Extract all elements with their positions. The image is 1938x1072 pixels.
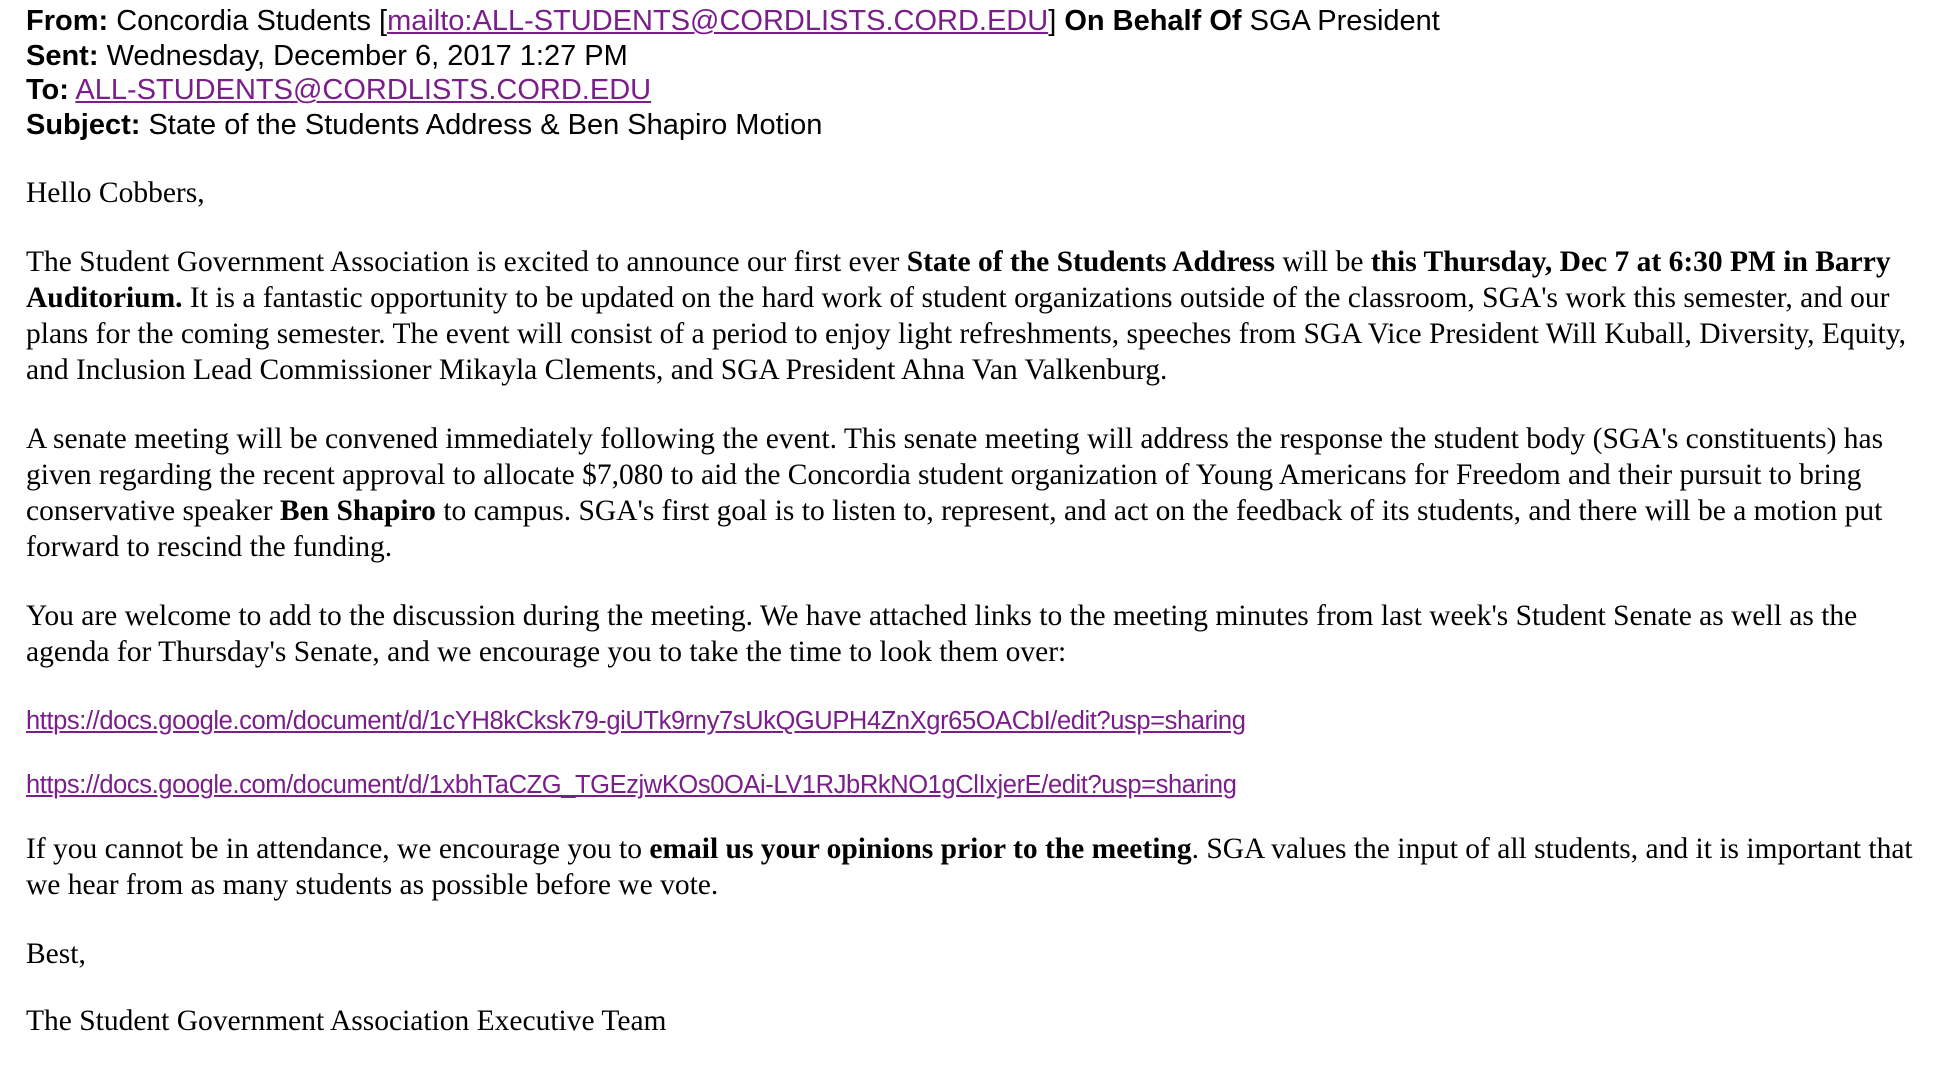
p1-text-1: The Student Government Association is excited to announce our first ever bbox=[26, 246, 907, 278]
on-behalf-name: SGA President bbox=[1249, 5, 1440, 37]
email-body bbox=[26, 175, 1916, 1039]
sent-line bbox=[26, 39, 1916, 74]
link-line-agenda bbox=[26, 767, 1916, 803]
p1-bold-event: State of the Students Address bbox=[906, 246, 1275, 278]
agenda-doc-link[interactable]: https://docs.google.com/document/d/1xbhTaCZG_TGEzjwKOs0OAi-LV1RJbRkNO1gClIxjerE/edit?usp=sharing bbox=[26, 771, 1237, 799]
subject-label: Subject: bbox=[26, 108, 141, 141]
subject-value: State of the Students Address & Ben Shapiro Motion bbox=[148, 108, 823, 141]
p4-bold-email: email us your opinions prior to the meeting bbox=[649, 833, 1192, 865]
from-line: From: Concordia Students [mailto:ALL-STUDENTS@CORDLISTS.CORD.EDU] On Behalf Of SGA President bbox=[26, 5, 1440, 37]
greeting: Hello Cobbers, bbox=[26, 177, 205, 209]
from-mailto-link[interactable]: mailto:ALL-STUDENTS@CORDLISTS.CORD.EDU bbox=[387, 5, 1049, 37]
p4-text-2: . SGA values the input of all students, and it is important that we hear from as many students as possible before we vote. bbox=[26, 833, 1913, 901]
from-name: Concordia Students bbox=[116, 5, 371, 37]
closing: Best, bbox=[26, 938, 86, 970]
to-line bbox=[26, 73, 1916, 108]
p1-text-2: will be bbox=[1274, 246, 1371, 278]
to-address-link[interactable]: ALL-STUDENTS@CORDLISTS.CORD.EDU bbox=[75, 74, 652, 106]
signature: The Student Government Association Executive Team bbox=[26, 1005, 667, 1037]
p2-text-2: to campus. SGA's first goal is to listen to, represent, and act on the feedback of its students, and there will be a motion put forward to rescind the funding. bbox=[26, 495, 1883, 563]
subject-line bbox=[26, 108, 1916, 143]
paragraph-announcement bbox=[26, 244, 1916, 388]
from-label: From: bbox=[26, 5, 109, 37]
p2-text-1: A senate meeting will be convened immediately following the event. This senate meeting will address the response the student body (SGA's constituents) has given regarding the recent approval to allocate $7,080 to aid the Concordia student organization of Young Americans for Freedom and their pursuit to bring conservative speaker bbox=[26, 423, 1884, 527]
p1-text-3: It is a fantastic opportunity to be updated on the hard work of student organizations outside of the classroom, SGA's work this semester, and our plans for the coming semester. The event will consist of a period to enjoy light refreshments, speeches from SGA Vice President Will Kuball, Diversity, Equity, and Inclusion Lead Commissioner Mikayla Clements, and SGA President Ahna Van Valkenburg. bbox=[26, 282, 1907, 386]
sent-label: Sent: bbox=[26, 39, 99, 72]
email-message bbox=[26, 4, 1916, 1070]
p1-bold-datetime: this Thursday, Dec 7 at 6:30 PM in Barry Auditorium. bbox=[26, 246, 1891, 314]
p4-text-1: If you cannot be in attendance, we encourage you to bbox=[26, 833, 650, 865]
email-header bbox=[26, 4, 1916, 142]
paragraph-discussion: You are welcome to add to the discussion during the meeting. We have attached links to the meeting minutes from last week's Student Senate as well as the agenda for Thursday's Senate, and we encourage you to take the time to look them over: bbox=[26, 600, 1858, 668]
on-behalf-label: On Behalf Of bbox=[1064, 5, 1242, 37]
p2-bold-speaker: Ben Shapiro bbox=[279, 495, 436, 527]
sent-value: Wednesday, December 6, 2017 1:27 PM bbox=[106, 39, 628, 72]
to-label: To: bbox=[26, 74, 69, 106]
minutes-doc-link[interactable]: https://docs.google.com/document/d/1cYH8kCksk79-giUTk9rny7sUkQGUPH4ZnXgr65OACbI/edit?usp=sharing bbox=[26, 707, 1246, 735]
paragraph-senate-meeting bbox=[26, 421, 1916, 565]
link-line-minutes bbox=[26, 703, 1916, 739]
paragraph-feedback bbox=[26, 831, 1916, 903]
